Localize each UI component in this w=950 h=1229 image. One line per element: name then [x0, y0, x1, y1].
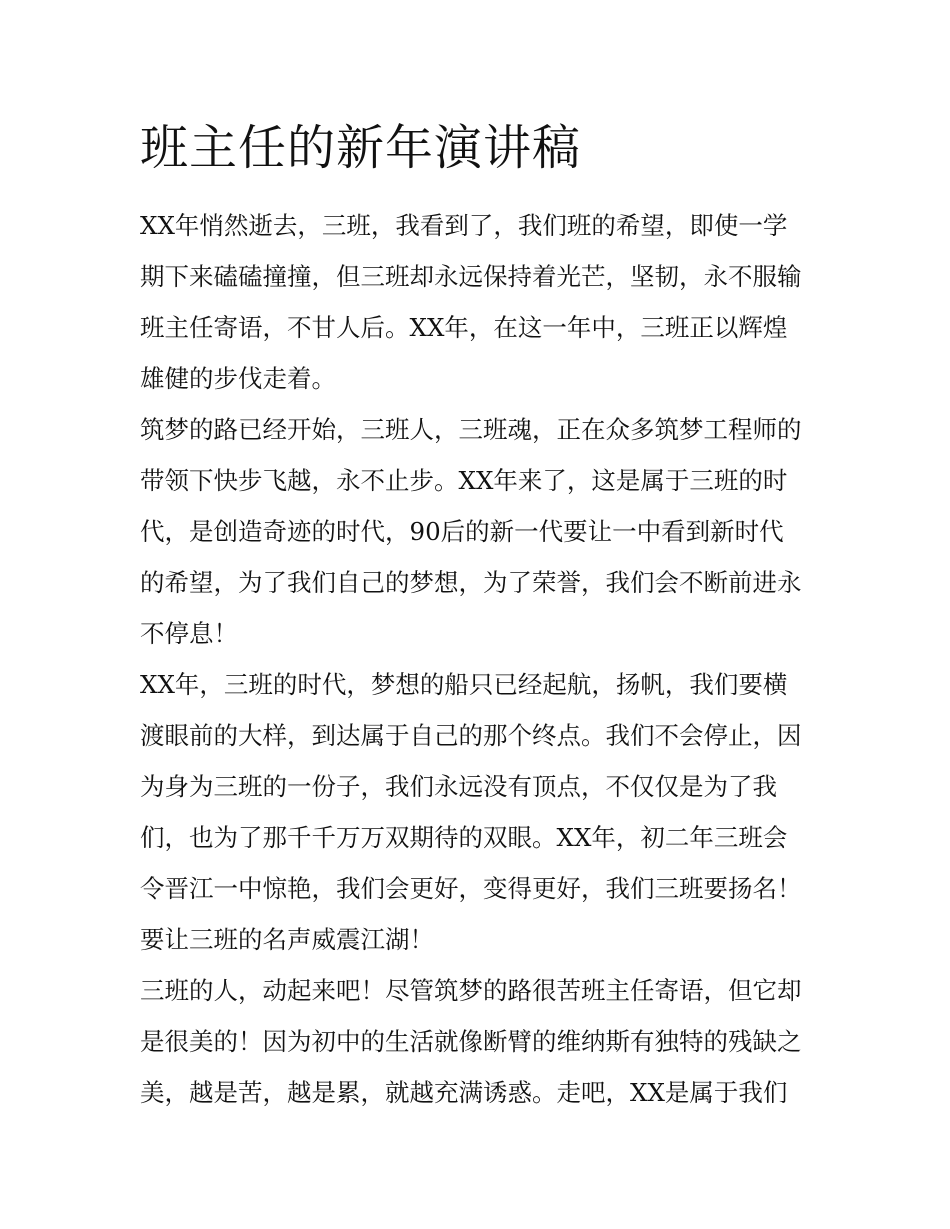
- text-line: 不停息！: [140, 619, 238, 648]
- text-line: 要让三班的名声威震江湖！: [140, 925, 434, 954]
- text-line: XX年悄然逝去，三班，我看到了，我们班的希望，即使一学: [140, 211, 788, 240]
- text-line: 美，越是苦，越是累，就越充满诱惑。走吧，XX是属于我们: [140, 1078, 788, 1107]
- text-line: 代，是创造奇迹的时代，90后的新一代要让一中看到新时代: [140, 517, 784, 546]
- text-line: 们，也为了那千千万万双期待的双眼。XX年，初二年三班会: [140, 823, 788, 852]
- text-line: 渡眼前的大样，到达属于自己的那个终点。我们不会停止，因: [140, 721, 802, 750]
- document-title: 班主任的新年演讲稿: [140, 120, 582, 176]
- text-line: 带领下快步飞越，永不止步。XX年来了，这是属于三班的时: [140, 466, 788, 495]
- text-line: 为身为三班的一份子，我们永远没有顶点，不仅仅是为了我: [140, 772, 777, 801]
- text-line: 雄健的步伐走着。: [140, 364, 336, 393]
- text-line: 的希望，为了我们自己的梦想，为了荣誉，我们会不断前进永: [140, 568, 802, 597]
- text-line: 三班的人，动起来吧！尽管筑梦的路很苦班主任寄语，但它却: [140, 976, 802, 1005]
- text-line: 筑梦的路已经开始，三班人，三班魂，正在众多筑梦工程师的: [140, 415, 802, 444]
- text-line: 班主任寄语，不甘人后。XX年，在这一年中，三班正以辉煌: [140, 313, 788, 342]
- text-line: XX年，三班的时代，梦想的船只已经起航，扬帆，我们要横: [140, 670, 788, 699]
- text-line: 期下来磕磕撞撞，但三班却永远保持着光芒，坚韧，永不服输: [140, 262, 802, 291]
- document-body: [140, 200, 830, 1118]
- text-line: 是很美的！因为初中的生活就像断臂的维纳斯有独特的残缺之: [140, 1027, 802, 1056]
- text-line: 令晋江一中惊艳，我们会更好，变得更好，我们三班要扬名！: [140, 874, 802, 903]
